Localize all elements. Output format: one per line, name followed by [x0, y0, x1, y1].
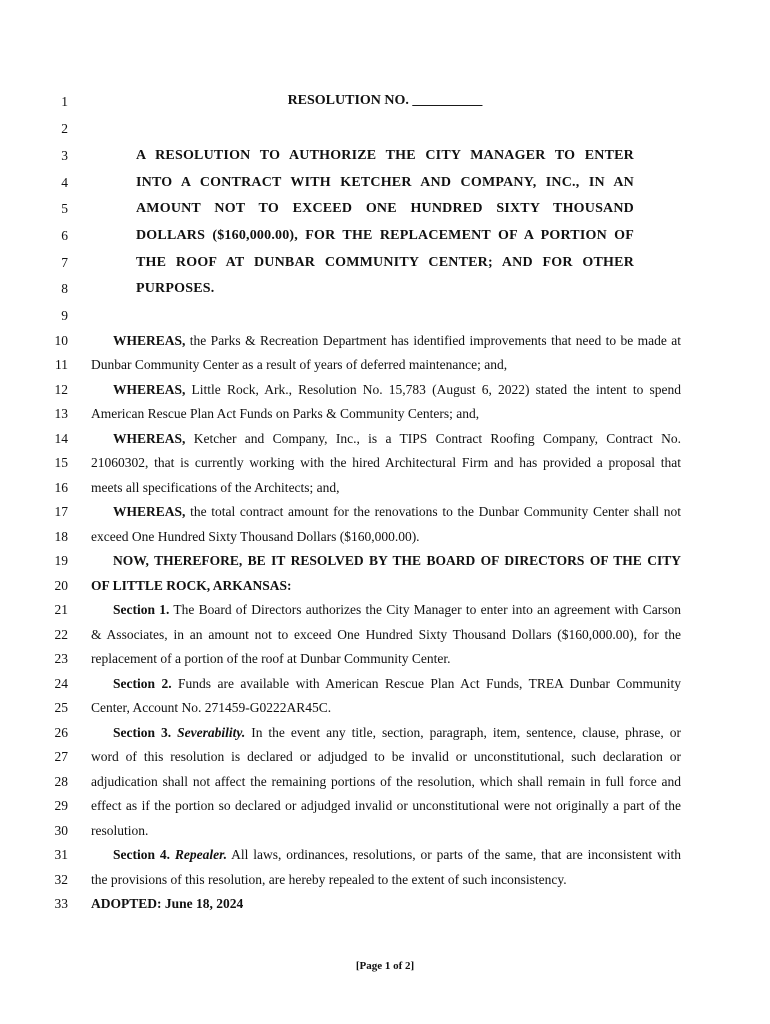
resolution-heading-line: DOLLARS ($160,000.00), FOR THE REPLACEMENT OF A PORTION OF	[136, 228, 634, 243]
line-number: 32	[54, 872, 68, 887]
line-number: 30	[54, 823, 68, 838]
whereas-label: WHEREAS,	[113, 431, 186, 446]
whereas-label: WHEREAS,	[113, 333, 186, 348]
whereas-clause-1	[91, 329, 681, 353]
resolved-clause-continued: OF LITTLE ROCK, ARKANSAS:	[91, 578, 292, 593]
line-number: 25	[54, 700, 68, 715]
line-number: 15	[54, 455, 68, 470]
line-number: 26	[54, 725, 68, 740]
section-title: Repealer.	[174, 847, 227, 862]
line-number: 6	[61, 228, 68, 243]
body-text: All laws, ordinances, resolutions, or parts of the same, that are inconsistent with	[227, 847, 682, 862]
line-number: 21	[54, 602, 68, 617]
line-number: 13	[54, 406, 68, 421]
body-line: Center, Account No. 271459-G0222AR45C.	[91, 700, 332, 715]
body-line: word of this resolution is declared or adjudged to be invalid or unconstitutional, such declaration or	[91, 749, 681, 764]
line-number: 27	[54, 749, 68, 764]
line-number: 19	[54, 553, 68, 568]
line-number: 7	[61, 255, 68, 270]
line-number: 11	[55, 357, 68, 372]
resolution-heading-line: INTO A CONTRACT WITH KETCHER AND COMPANY, INC., IN AN	[136, 175, 634, 190]
section-3	[91, 721, 681, 745]
resolution-heading-line: AMOUNT NOT TO EXCEED ONE HUNDRED SIXTY THOUSAND	[136, 201, 634, 216]
line-number: 23	[54, 651, 68, 666]
adopted-date: ADOPTED: June 18, 2024	[91, 896, 244, 911]
body-text: the total contract amount for the renovations to the Dunbar Community Center shall not	[185, 504, 681, 519]
body-text: Little Rock, Ark., Resolution No. 15,783 (August 6, 2022) stated the intent to spend	[185, 382, 681, 397]
section-label: Section 1.	[113, 602, 170, 617]
whereas-clause-3	[91, 427, 681, 451]
section-title: Severability.	[177, 725, 246, 740]
line-number: 5	[61, 201, 68, 216]
resolution-heading-line: A RESOLUTION TO AUTHORIZE THE CITY MANAGER TO ENTER	[136, 148, 634, 163]
section-label: Section 3.	[113, 725, 172, 740]
line-number: 3	[61, 148, 68, 163]
line-number: 10	[54, 333, 68, 348]
section-label: Section 4.	[113, 847, 170, 862]
body-text: In the event any title, section, paragraph, item, sentence, clause, phrase, or	[245, 725, 682, 740]
line-number: 12	[54, 382, 68, 397]
whereas-clause-2	[91, 378, 681, 402]
line-number: 17	[54, 504, 68, 519]
line-number: 29	[54, 798, 68, 813]
line-number: 22	[54, 627, 68, 642]
resolution-heading-line: THE ROOF AT DUNBAR COMMUNITY CENTER; AND FOR OTHER	[136, 255, 634, 270]
line-number: 18	[54, 529, 68, 544]
body-line: replacement of a portion of the roof at Dunbar Community Center.	[91, 651, 451, 666]
body-line: Dunbar Community Center as a result of years of deferred maintenance; and,	[91, 357, 508, 372]
body-text: Funds are available with American Rescue Plan Act Funds, TREA Dunbar Community	[171, 676, 682, 691]
whereas-label: WHEREAS,	[113, 382, 186, 397]
body-line: effect as if the portion so declared or adjudged invalid or unconstitutional were not originally a part of the	[91, 798, 681, 813]
line-number: 28	[54, 774, 68, 789]
page-footer: [Page 1 of 2]	[355, 960, 415, 972]
resolved-clause: NOW, THEREFORE, BE IT RESOLVED BY THE BOARD OF DIRECTORS OF THE CITY	[113, 553, 681, 568]
section-1	[91, 598, 681, 622]
whereas-clause-4	[91, 500, 681, 524]
body-line: & Associates, in an amount not to exceed One Hundred Sixty Thousand Dollars ($160,000.00), for the	[91, 627, 681, 642]
resolution-title: RESOLUTION NO. __________	[287, 93, 483, 108]
line-number: 20	[54, 578, 68, 593]
line-number: 1	[61, 94, 68, 109]
body-text: the Parks & Recreation Department has identified improvements that need to be made at	[185, 333, 681, 348]
section-2	[91, 672, 681, 696]
whereas-label: WHEREAS,	[113, 504, 186, 519]
line-number: 9	[61, 308, 68, 323]
line-number: 24	[54, 676, 68, 691]
body-line: adjudication shall not affect the remaining portions of the resolution, which shall remain in full force and	[91, 774, 681, 789]
body-line: meets all specifications of the Architects; and,	[91, 480, 340, 495]
body-text: The Board of Directors authorizes the City Manager to enter into an agreement with Carson	[169, 602, 681, 617]
line-number: 16	[54, 480, 68, 495]
resolution-heading-line: PURPOSES.	[136, 281, 215, 296]
line-number: 4	[61, 175, 68, 190]
line-number: 8	[61, 281, 68, 296]
body-line: the provisions of this resolution, are hereby repealed to the extent of such inconsistency.	[91, 872, 567, 887]
line-number: 31	[54, 847, 68, 862]
line-number: 2	[61, 121, 68, 136]
section-label: Section 2.	[113, 676, 172, 691]
section-4	[91, 843, 681, 867]
line-number: 33	[54, 896, 68, 911]
line-number: 14	[54, 431, 68, 446]
body-line: 21060302, that is currently working with the hired Architectural Firm and has provided a proposal that	[91, 455, 681, 470]
body-text: Ketcher and Company, Inc., is a TIPS Contract Roofing Company, Contract No.	[185, 431, 681, 446]
body-line: exceed One Hundred Sixty Thousand Dollars ($160,000.00).	[91, 529, 420, 544]
body-line: resolution.	[91, 823, 149, 838]
body-line: American Rescue Plan Act Funds on Parks & Community Centers; and,	[91, 406, 480, 421]
